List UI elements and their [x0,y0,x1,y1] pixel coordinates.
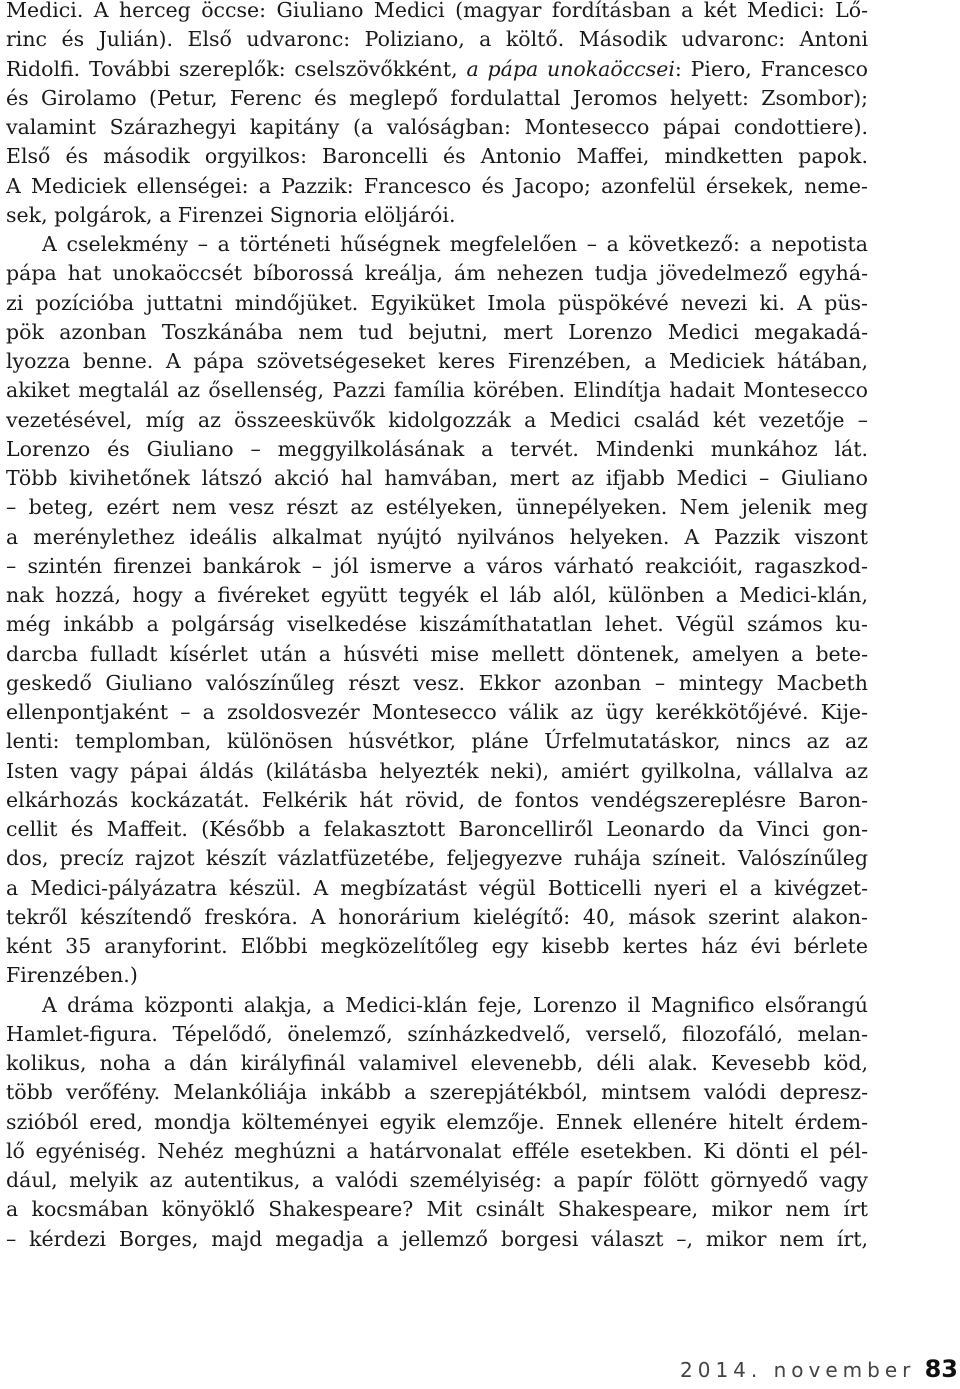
text-line: még inkább a polgárság viselkedése kiszámíthatatlan lehet. Végül számos ku- [6,612,868,637]
text-line: rinc és Julián). Első udvaronc: Poliziano, a költő. Második udvaronc: Antoni [6,27,868,52]
text-line: – kérdezi Borges, majd megadja a jellemző borgesi választ –, mikor nem írt, [6,1226,868,1251]
page-number: 83 [924,1355,958,1383]
text-line: geskedő Giuliano valószínűleg részt vesz. Ekkor azonban – mintegy Macbeth [6,670,868,695]
text-line: – beteg, ezért nem vesz részt az estélyeken, ünnepélyeken. Nem jelenik meg [6,495,868,520]
text-line: Firenzében.) [6,963,138,988]
article-body [6,0,868,1254]
text-line: dául, melyik az autentikus, a valódi személyiség: a papír fölött görnyedő vagy [6,1168,868,1192]
text-line: tekről készítendő freskóra. A honorárium kielégítő: 40, mások szerint alakon- [6,904,868,929]
text-line: lő egyéniség. Nehéz meghúzni a határvonalat efféle esetekben. Ki dönti el pél- [6,1138,868,1163]
italic-text-run: a pápa unokaöccsei [466,56,675,81]
text-line: A cselekmény – a történeti hűségnek megfelelően – a következő: a nepotista [42,232,868,256]
text-line: A Mediciek ellenségei: a Pazzik: Francesco és Jacopo; azonfelül érsekek, neme- [6,173,868,198]
text-line: vezetésével, míg az összeesküvők kidolgozzák a Medici család két vezetője – [6,407,868,432]
text-line: lenti: templomban, különösen húsvétkor, pláne Úrfelmutatáskor, nincs az az [6,729,868,754]
text-line: pök azonban Toszkánába nem tud bejutni, mert Lorenzo Medici megakadá- [6,319,868,344]
text-line: és Girolamo (Petur, Ferenc és meglepő fordulattal Jeromos helyett: Zsombor); [6,85,868,110]
text-line: Medici. A herceg öccse: Giuliano Medici (magyar fordításban a két Medici: Lő- [6,0,868,22]
text-run: Ridolfi. További szereplők: cselszövőkként, [6,56,467,81]
text-run: : Piero, Francesco [674,56,868,81]
text-line: pápa hat unokaöccsét bíborossá kreálja, ám nehezen tudja jövedelmező egyhá- [6,261,868,286]
text-line: a merénylethez ideális alkalmat nyújtó nyilvános helyeken. A Pazzik viszont [6,524,868,549]
text-line: valamint Szárazhegyi kapitány (a valóságban: Montesecco pápai condottiere). [6,115,868,139]
text-line: sek, polgárok, a Firenzei Signoria elöljárói. [6,202,456,227]
text-line: Hamlet-figura. Tépelődő, önelemző, színházkedvelő, verselő, filozofáló, melan- [6,1021,868,1046]
text-line: Lorenzo és Giuliano – meggyilkolásának a tervét. Mindenki munkához lát. [6,436,868,461]
text-line: szióból ered, mondja költeményei egyik elemzője. Ennek ellenére hitelt érdem- [6,1109,868,1134]
text-line: Több kivihetőnek látszó akció hal hamvában, mert az ifjabb Medici – Giuliano [6,466,868,490]
text-line: ellenpontjaként – a zsoldosvezér Montesecco válik az ügy kerékkötőjévé. Kije- [6,700,868,724]
text-line: cellit és Maffeit. (Később a felakasztott Baroncelliről Leonardo da Vinci gon- [6,817,868,841]
text-line: ként 35 aranyforint. Előbbi megközelítőleg egy kisebb kertes ház évi bérlete [6,934,868,958]
text-line: zi pozícióba juttatni mindőjüket. Egyiküket Imola püspökévé nevezi ki. A püs- [6,290,868,315]
text-line: Isten vagy pápai áldás (kilátásba helyezték neki), amiért gyilkolna, vállalva az [6,758,868,783]
text-line: kolikus, noha a dán királyfinál valamivel elevenebb, déli alak. Kevesebb köd, [6,1051,868,1075]
text-line: akiket megtalál az ősellenség, Pazzi família körében. Elindítja hadait Montesecco [6,378,868,403]
text-line: a Medici-pályázatra készül. A megbízatást végül Botticelli nyeri el a kivégzet- [6,875,868,900]
text-line: lyozza benne. A pápa szövetségeseket keres Firenzében, a Mediciek hátában, [6,349,868,373]
text-line [6,55,868,84]
text-line: több verőfény. Melankóliája inkább a szerepjátékból, mintsem valódi depresz- [6,1080,868,1105]
issue-date: 2014. november [680,1358,916,1382]
text-line: A dráma központi alakja, a Medici-klán feje, Lorenzo il Magnifico elsőrangú [42,992,868,1017]
text-line: nak hozzá, hogy a fivéreket együtt tegyék el láb alól, különben a Medici-klán, [6,583,868,607]
text-line: Első és második orgyilkos: Baroncelli és Antonio Maffei, mindketten papok. [6,144,868,169]
text-line: dos, precíz rajzot készít vázlatfüzetébe, feljegyezve ruhája színeit. Valószínűleg [6,846,868,871]
text-line: a kocsmában könyöklő Shakespeare? Mit csinált Shakespeare, mikor nem írt [6,1197,868,1222]
text-line: elkárhozás kockázatát. Felkérik hát rövid, de fontos vendégszereplésre Baron- [6,787,868,812]
text-line: darcba fulladt kísérlet után a húsvéti mise mellett döntenek, amelyen a bete- [6,641,868,666]
text-line: – szintén firenzei bankárok – jól ismerve a város várható reakcióit, ragaszkod- [6,553,868,578]
